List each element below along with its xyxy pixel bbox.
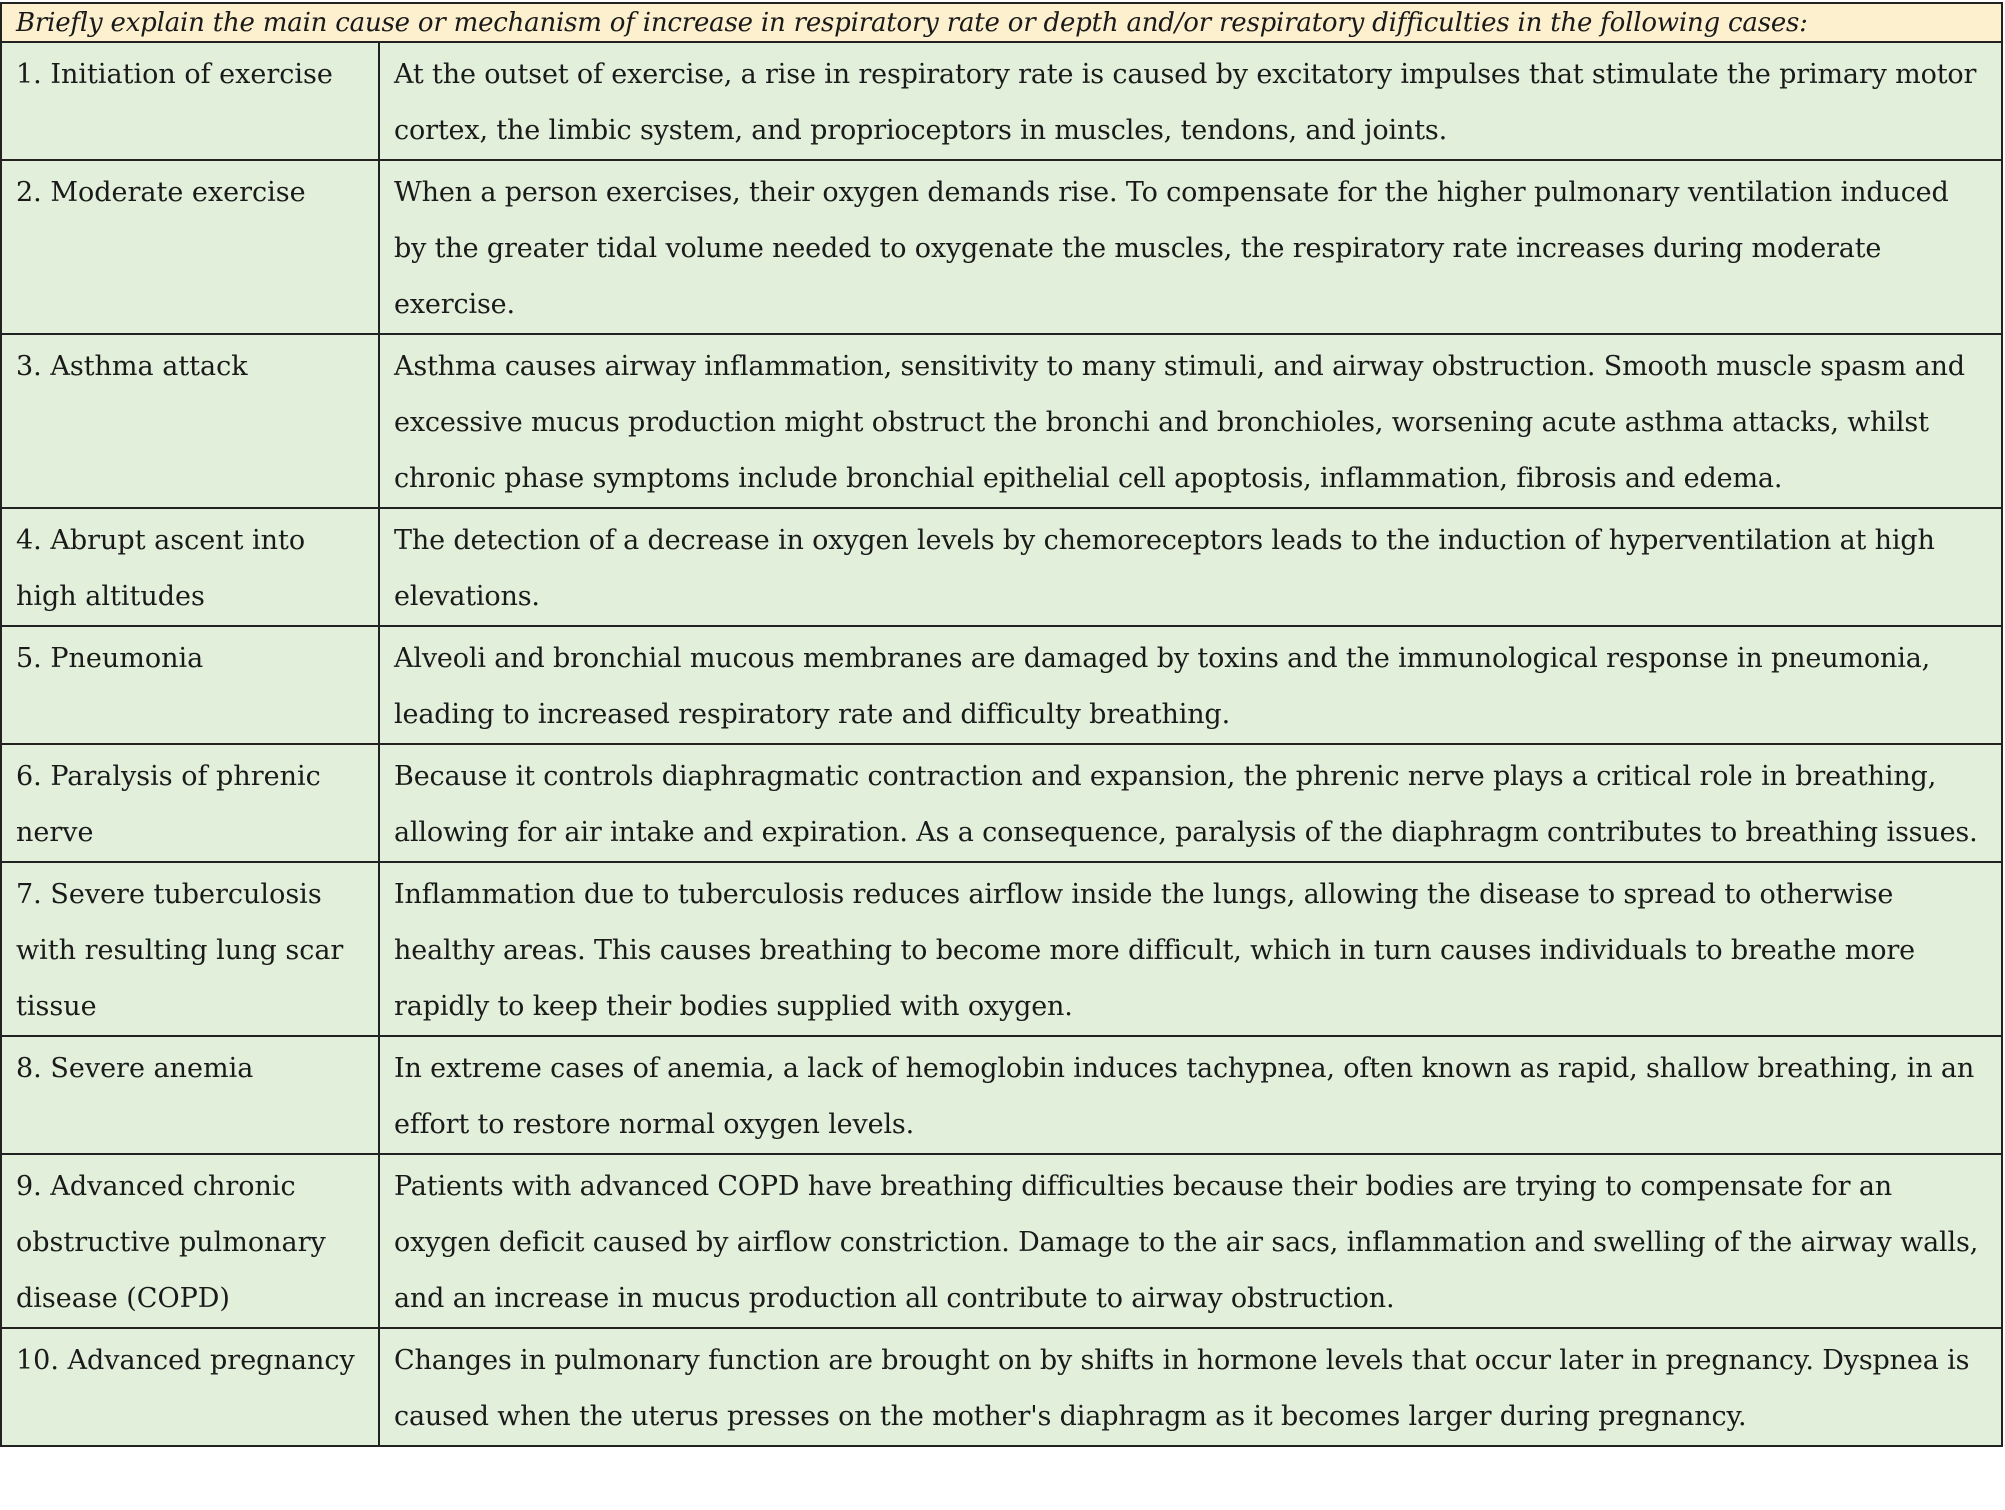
case-cell: 8. Severe anemia	[2, 1036, 379, 1154]
case-cell: 7. Severe tuberculosis with resulting lung scar tissue	[2, 862, 379, 1036]
table-row	[2, 862, 2001, 1036]
mechanism-cell: At the outset of exercise, a rise in respiratory rate is caused by excitatory impulses that stimulate the primary motor cortex, the limbic system, and proprioceptors in muscles, tendons, and joints.	[379, 43, 2001, 160]
case-cell: 2. Moderate exercise	[2, 160, 379, 334]
case-cell: 1. Initiation of exercise	[2, 43, 379, 160]
table-row	[2, 334, 2001, 508]
table-row	[2, 626, 2001, 744]
table-row	[2, 508, 2001, 626]
mechanism-cell: Inflammation due to tuberculosis reduces airflow inside the lungs, allowing the disease to spread to otherwise healthy areas. This causes breathing to become more difficult, which in turn causes individuals to breathe more rapidly to keep their bodies supplied with oxygen.	[379, 862, 2001, 1036]
respiration-table	[0, 2, 2003, 1447]
case-cell: 4. Abrupt ascent into high altitudes	[2, 508, 379, 626]
table-row	[2, 160, 2001, 334]
mechanism-cell: When a person exercises, their oxygen demands rise. To compensate for the higher pulmonary ventilation induced by the greater tidal volume needed to oxygenate the muscles, the respiratory rate increases during moderate exercise.	[379, 160, 2001, 334]
table-row	[2, 744, 2001, 862]
table-row	[2, 43, 2001, 160]
table-row	[2, 1328, 2001, 1445]
case-cell: 3. Asthma attack	[2, 334, 379, 508]
table-row	[2, 1154, 2001, 1328]
mechanism-cell: The detection of a decrease in oxygen levels by chemoreceptors leads to the induction of hyperventilation at high elevations.	[379, 508, 2001, 626]
case-cell: 9. Advanced chronic obstructive pulmonary disease (COPD)	[2, 1154, 379, 1328]
case-cell: 6. Paralysis of phrenic nerve	[2, 744, 379, 862]
mechanism-cell: Changes in pulmonary function are brought on by shifts in hormone levels that occur later in pregnancy. Dyspnea is caused when the uterus presses on the mother's diaphragm as it becomes larger during pregnancy.	[379, 1328, 2001, 1445]
mechanism-cell: Asthma causes airway inflammation, sensitivity to many stimuli, and airway obstruction. Smooth muscle spasm and excessive mucus production might obstruct the bronchi and bronchioles, worsening acute asthma attacks, whilst chronic phase symptoms include bronchial epithelial cell apoptosis, inflammation, fibrosis and edema.	[379, 334, 2001, 508]
prompt-header	[2, 4, 2001, 43]
case-cell: 5. Pneumonia	[2, 626, 379, 744]
case-cell: 10. Advanced pregnancy	[2, 1328, 379, 1445]
mechanism-cell: In extreme cases of anemia, a lack of hemoglobin induces tachypnea, often known as rapid, shallow breathing, in an effort to restore normal oxygen levels.	[379, 1036, 2001, 1154]
mechanism-cell: Alveoli and bronchial mucous membranes are damaged by toxins and the immunological response in pneumonia, leading to increased respiratory rate and difficulty breathing.	[379, 626, 2001, 744]
mechanism-cell: Because it controls diaphragmatic contraction and expansion, the phrenic nerve plays a critical role in breathing, allowing for air intake and expiration. As a consequence, paralysis of the diaphragm contributes to breathing issues.	[379, 744, 2001, 862]
prompt-text: Briefly explain the main cause or mechanism of increase in respiratory rate or depth and/or respiratory difficulties in the following cases:	[16, 7, 1808, 38]
mechanism-cell: Patients with advanced COPD have breathing difficulties because their bodies are trying to compensate for an oxygen deficit caused by airflow constriction. Damage to the air sacs, inflammation and swelling of the airway walls, and an increase in mucus production all contribute to airway obstruction.	[379, 1154, 2001, 1328]
table-row	[2, 1036, 2001, 1154]
cases-table	[2, 43, 2001, 1445]
